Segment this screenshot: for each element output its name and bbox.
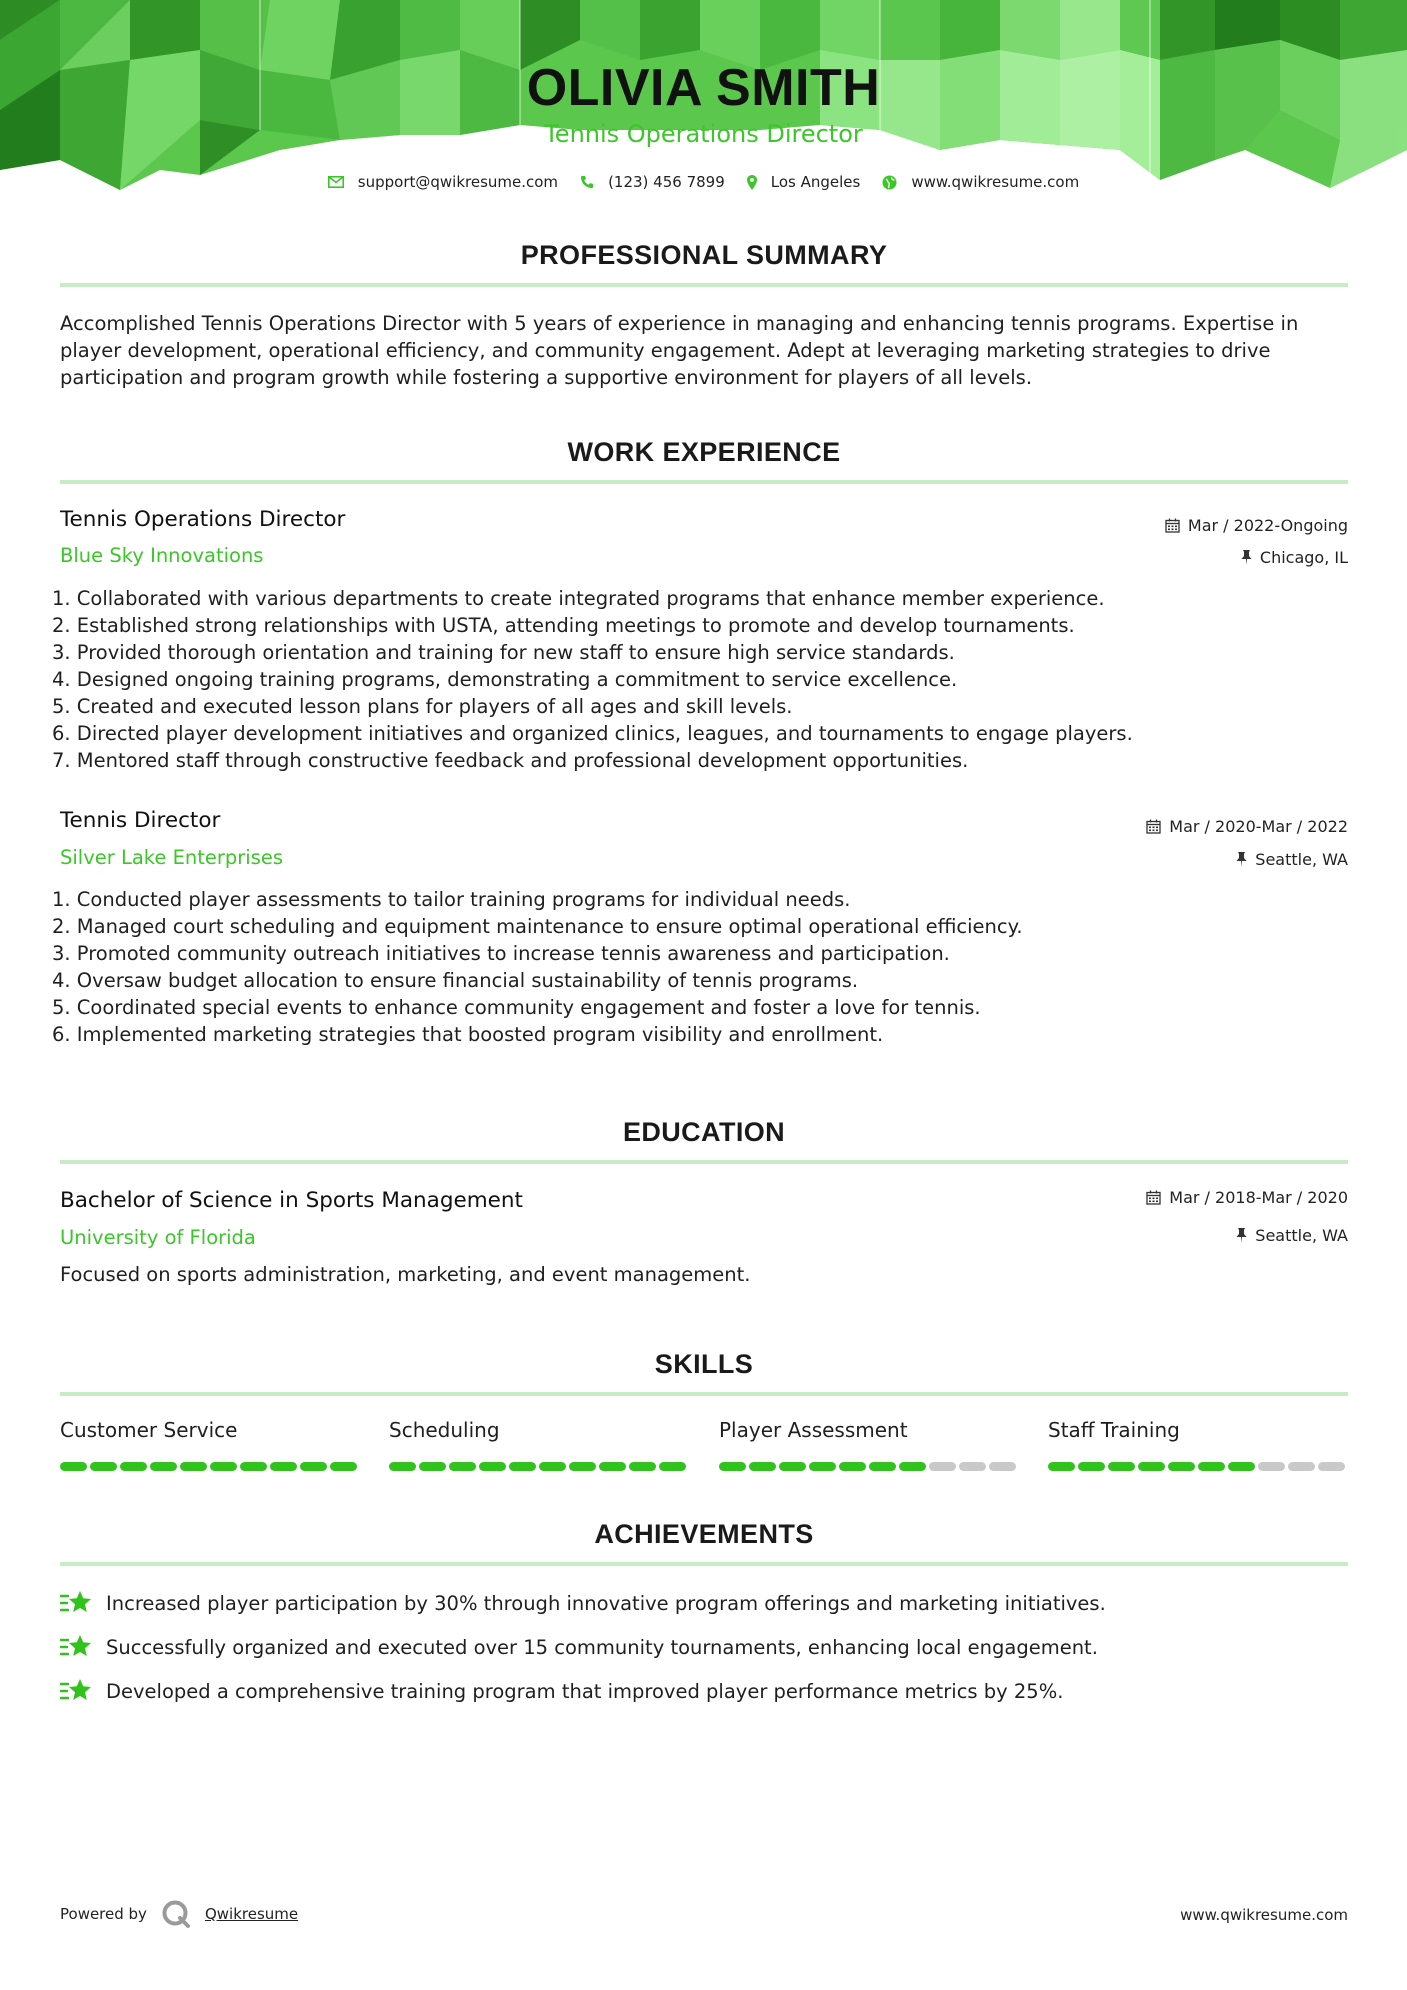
summary-line: player development, operational efficiency, and community engagement. Adept at leveraging marketing strategies to drive [60, 339, 1271, 362]
skill-level-meter [719, 1462, 1019, 1471]
experience-divider [60, 480, 1348, 484]
skill-dot-filled [150, 1462, 177, 1471]
skill-dot-filled [240, 1462, 267, 1471]
skill-name: Scheduling [389, 1418, 500, 1442]
job-bullets [52, 585, 1352, 774]
skill-dot-filled [839, 1462, 866, 1471]
list-item: 7. Mentored staff through constructive feedback and professional development opportunities. [52, 749, 969, 772]
contact-location-text: Los Angeles [770, 173, 861, 191]
achievements-divider [60, 1562, 1348, 1566]
job-dates-text: Mar / 2022-Ongoing [1187, 516, 1348, 535]
education-school: University of Florida [60, 1226, 256, 1249]
skill-dot-filled [869, 1462, 896, 1471]
education-location [1236, 1226, 1348, 1245]
job-dates [1165, 516, 1348, 535]
pushpin-icon [1241, 550, 1252, 565]
skill-item [60, 1418, 360, 1471]
powered-by-label: Powered by [60, 1905, 147, 1923]
skill-dot-filled [779, 1462, 806, 1471]
achievement-item [60, 1590, 1106, 1616]
envelope-icon [328, 176, 344, 188]
skill-item [389, 1418, 689, 1471]
skill-dot-filled [1228, 1462, 1255, 1471]
skill-dot-empty [1318, 1462, 1345, 1471]
skill-dot-filled [1048, 1462, 1075, 1471]
summary-divider [60, 283, 1348, 287]
job-title: Tennis Operations Director [60, 507, 346, 532]
education-description: Focused on sports administration, marketing, and event management. [60, 1263, 751, 1286]
globe-icon [882, 175, 897, 190]
pushpin-icon [1236, 852, 1247, 867]
skill-dot-filled [539, 1462, 566, 1471]
skill-name: Player Assessment [719, 1418, 908, 1442]
list-item: 2. Established strong relationships with USTA, attending meetings to promote and develop tournaments. [52, 614, 1075, 637]
skill-dot-filled [210, 1462, 237, 1471]
list-item: 2. Managed court scheduling and equipment maintenance to ensure optimal operational efficiency. [52, 915, 1023, 938]
pushpin-icon [1236, 1228, 1247, 1243]
list-item: 6. Directed player development initiatives and organized clinics, leagues, and tournaments to engage players. [52, 722, 1133, 745]
phone-icon [580, 175, 594, 189]
contact-phone-text: (123) 456 7899 [608, 173, 725, 191]
job-location [1241, 548, 1348, 567]
skill-dot-empty [929, 1462, 956, 1471]
achievement-text: Successfully organized and executed over 15 community tournaments, enhancing local engagement. [106, 1635, 1098, 1659]
contact-email-text: support@qwikresume.com [357, 173, 559, 191]
education-dates-text: Mar / 2018-Mar / 2020 [1169, 1188, 1348, 1207]
achievement-text: Increased player participation by 30% through innovative program offerings and marketing initiatives. [106, 1591, 1106, 1615]
list-item: 3. Promoted community outreach initiatives to increase tennis awareness and participation. [52, 942, 950, 965]
star-icon [60, 1590, 92, 1616]
skill-dot-filled [60, 1462, 87, 1471]
skill-dot-filled [569, 1462, 596, 1471]
list-item: 1. Conducted player assessments to tailor training programs for individual needs. [52, 888, 851, 911]
skill-dot-filled [120, 1462, 147, 1471]
job-location [1236, 850, 1348, 869]
list-item: 5. Coordinated special events to enhance community engagement and foster a love for tennis. [52, 996, 981, 1019]
job-title: Tennis Director [60, 808, 221, 833]
job-dates [1146, 817, 1348, 836]
education-degree: Bachelor of Science in Sports Management [60, 1188, 523, 1213]
education-location-text: Seattle, WA [1255, 1226, 1348, 1245]
summary-line: participation and program growth while fostering a supportive environment for players of all levels. [60, 366, 1033, 389]
education-divider [60, 1160, 1348, 1164]
contact-location[interactable] [747, 173, 861, 191]
calendar-icon [1146, 819, 1161, 834]
skills-divider [60, 1392, 1348, 1396]
qwikresume-logo-icon [161, 1899, 191, 1929]
skill-dot-filled [1168, 1462, 1195, 1471]
skill-dot-filled [1108, 1462, 1135, 1471]
skill-name: Staff Training [1048, 1418, 1180, 1442]
skill-dot-filled [449, 1462, 476, 1471]
footer-powered-by [60, 1899, 298, 1929]
skill-dot-filled [330, 1462, 357, 1471]
skill-dot-empty [1258, 1462, 1285, 1471]
job-company: Silver Lake Enterprises [60, 846, 284, 869]
skill-dot-empty [959, 1462, 986, 1471]
education-heading: EDUCATION [622, 1117, 786, 1147]
list-item: 4. Oversaw budget allocation to ensure financial sustainability of tennis programs. [52, 969, 859, 992]
contact-website[interactable] [882, 173, 1079, 191]
summary-line: Accomplished Tennis Operations Director with 5 years of experience in managing and enhancing tennis programs. Expertise in [60, 312, 1299, 335]
summary-heading: PROFESSIONAL SUMMARY [520, 240, 888, 270]
skill-dot-filled [300, 1462, 327, 1471]
star-icon [60, 1634, 92, 1660]
skill-level-meter [60, 1462, 360, 1471]
list-item: 3. Provided thorough orientation and training for new staff to ensure high service standards. [52, 641, 955, 664]
skill-level-meter [389, 1462, 689, 1471]
job-location-text: Chicago, IL [1259, 548, 1348, 567]
skill-dot-filled [1138, 1462, 1165, 1471]
skill-dot-filled [90, 1462, 117, 1471]
list-item: 4. Designed ongoing training programs, demonstrating a commitment to service excellence. [52, 668, 958, 691]
job-company: Blue Sky Innovations [60, 544, 264, 567]
skill-item [1048, 1418, 1348, 1471]
list-item: 1. Collaborated with various departments to create integrated programs that enhance member experience. [52, 587, 1105, 610]
contact-bar [0, 173, 1407, 191]
skill-dot-filled [270, 1462, 297, 1471]
skill-dot-empty [1288, 1462, 1315, 1471]
experience-heading: WORK EXPERIENCE [567, 437, 841, 467]
skill-dot-filled [659, 1462, 686, 1471]
contact-phone[interactable] [580, 173, 725, 191]
skill-dot-filled [749, 1462, 776, 1471]
skill-dot-filled [180, 1462, 207, 1471]
contact-website-text: www.qwikresume.com [911, 173, 1080, 191]
skill-dot-filled [509, 1462, 536, 1471]
skill-dot-empty [989, 1462, 1016, 1471]
job-bullets [52, 886, 1352, 1048]
skill-item [719, 1418, 1019, 1471]
skill-dot-filled [629, 1462, 656, 1471]
skill-dot-filled [479, 1462, 506, 1471]
skill-level-meter [1048, 1462, 1348, 1471]
list-item: 6. Implemented marketing strategies that boosted program visibility and enrollment. [52, 1023, 884, 1046]
footer-website[interactable]: www.qwikresume.com [1180, 1906, 1348, 1924]
star-icon [60, 1678, 92, 1704]
skill-dot-filled [809, 1462, 836, 1471]
job-dates-text: Mar / 2020-Mar / 2022 [1169, 817, 1348, 836]
map-marker-icon [747, 175, 757, 190]
summary-text [60, 310, 1348, 391]
list-item: 5. Created and executed lesson plans for players of all ages and skill levels. [52, 695, 793, 718]
achievements-heading: ACHIEVEMENTS [594, 1519, 814, 1549]
skill-dot-filled [899, 1462, 926, 1471]
achievement-text: Developed a comprehensive training program that improved player performance metrics by 25%. [106, 1679, 1064, 1703]
achievement-item [60, 1678, 1063, 1704]
candidate-name: OLIVIA SMITH [526, 59, 881, 117]
education-dates [1146, 1188, 1348, 1207]
job-location-text: Seattle, WA [1255, 850, 1348, 869]
qwikresume-link[interactable]: Qwikresume [204, 1905, 299, 1923]
skill-dot-filled [1078, 1462, 1105, 1471]
candidate-role: Tennis Operations Director [544, 120, 863, 148]
skill-dot-filled [389, 1462, 416, 1471]
skills-heading: SKILLS [654, 1349, 754, 1379]
contact-email[interactable] [328, 173, 558, 191]
skill-dot-filled [719, 1462, 746, 1471]
calendar-icon [1146, 1190, 1161, 1205]
skill-dot-filled [599, 1462, 626, 1471]
skill-dot-filled [1198, 1462, 1225, 1471]
achievement-item [60, 1634, 1098, 1660]
skill-dot-filled [419, 1462, 446, 1471]
skill-name: Customer Service [60, 1418, 238, 1442]
calendar-icon [1165, 518, 1180, 533]
